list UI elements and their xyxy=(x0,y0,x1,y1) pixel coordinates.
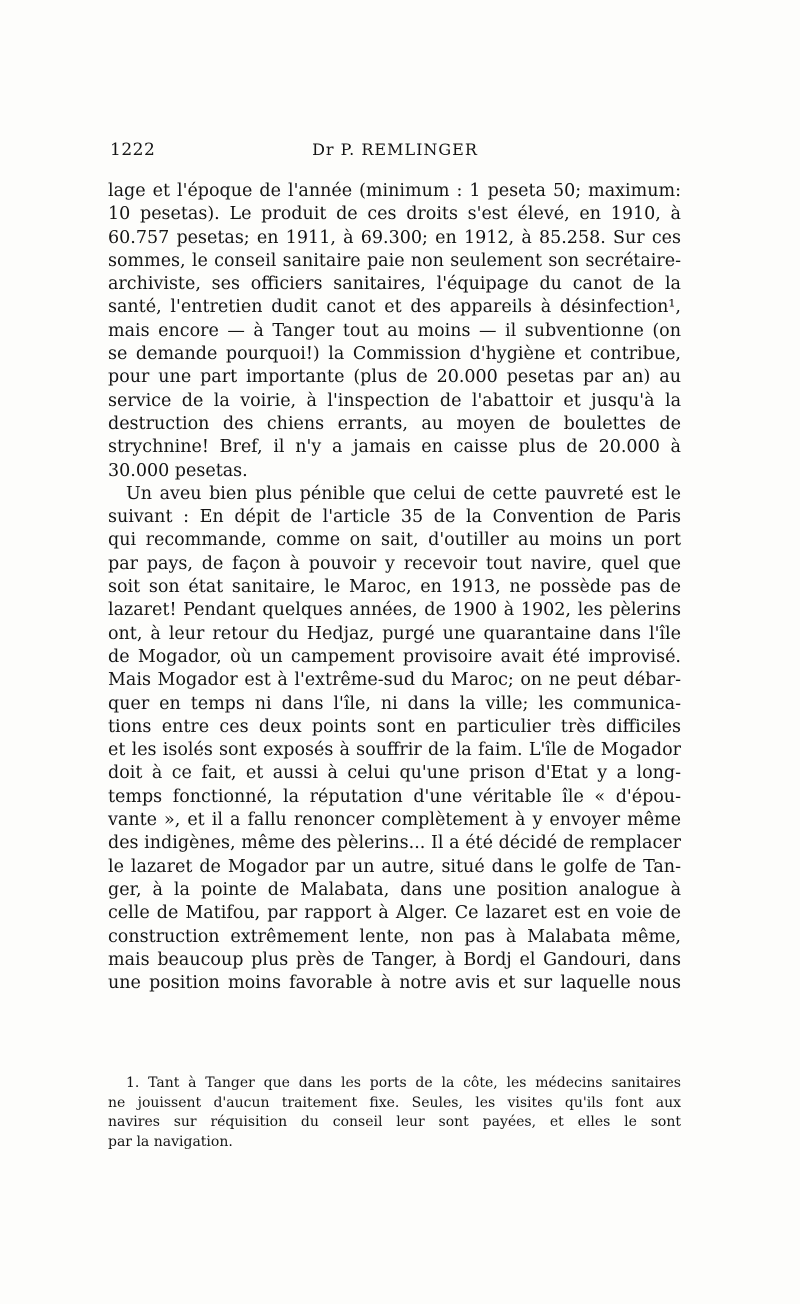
footnotes xyxy=(108,1074,681,1152)
text-line: se demande pourquoi!) la Commission d'hygiène et contribue, xyxy=(108,344,681,365)
text-line: mais beaucoup plus près de Tanger, à Bordj el Gandouri, dans xyxy=(108,949,681,970)
text-line: suivant : En dépit de l'article 35 de la Convention de Paris xyxy=(108,507,681,528)
text-line: mais encore — à Tanger tout au moins — il subventionne (on xyxy=(108,320,681,341)
page-number: 1222 xyxy=(110,140,156,160)
text-line: tions entre ces deux points sont en particulier très difficiles xyxy=(108,716,681,737)
footnote-line: 1. Tant à Tanger que dans les ports de la côte, les médecins sanitaires xyxy=(126,1075,681,1091)
text-line: qui recommande, comme on sait, d'outiller au moins un port xyxy=(108,530,681,551)
text-line: soit son état sanitaire, le Maroc, en 1913, ne possède pas de xyxy=(108,577,681,598)
text-line: construction extrêmement lente, non pas à Malabata même, xyxy=(108,926,681,947)
text-line: strychnine! Bref, il n'y a jamais en caisse plus de 20.000 à xyxy=(108,437,681,458)
text-line: de Mogador, où un campement provisoire avait été improvisé. xyxy=(108,646,681,667)
text-line: des indigènes, même des pèlerins... Il a été décidé de remplacer xyxy=(108,833,681,854)
text-line: celle de Matifou, par rapport à Alger. Ce lazaret est en voie de xyxy=(108,903,681,924)
text-line: lage et l'époque de l'année (minimum : 1 peseta 50; maximum: xyxy=(108,181,681,201)
text-line: ger, à la pointe de Malabata, dans une position analogue à xyxy=(108,879,681,900)
text-line: 60.757 pesetas; en 1911, à 69.300; en 1912, à 85.258. Sur ces xyxy=(108,227,681,248)
text-line: 10 pesetas). Le produit de ces droits s'est élevé, en 1910, à xyxy=(108,204,681,225)
text-line: doit à ce fait, et aussi à celui qu'une prison d'Etat y a long- xyxy=(108,763,681,784)
running-head: Dr P. REMLINGER xyxy=(312,140,478,159)
text-line: Mais Mogador est à l'extrême-sud du Maroc; on ne peut débar- xyxy=(108,670,681,691)
footnote-line: ne jouissent d'aucun traitement fixe. Seules, les visites qu'ils font aux xyxy=(108,1094,681,1111)
footnote-line: navires sur réquisition du conseil leur sont payées, et elles le sont xyxy=(108,1114,681,1130)
text-line: 30.000 pesetas. xyxy=(108,460,248,481)
text-line: temps fonctionné, la réputation d'une véritable île « d'épou- xyxy=(108,786,681,807)
footnote-line: par la navigation. xyxy=(108,1133,233,1150)
text-line: par pays, de façon à pouvoir y recevoir tout navire, quel que xyxy=(108,553,681,574)
text-line: vante », et il a fallu renoncer complètement à y envoyer même xyxy=(108,810,681,831)
page-header xyxy=(110,140,680,164)
text-line: destruction des chiens errants, au moyen de boulettes de xyxy=(108,413,681,434)
text-line: une position moins favorable à notre avis et sur laquelle nous xyxy=(108,973,681,994)
text-line: le lazaret de Mogador par un autre, situé dans le golfe de Tan- xyxy=(108,856,681,877)
text-line: sommes, le conseil sanitaire paie non seulement son secrétaire- xyxy=(108,250,681,271)
text-line: santé, l'entretien dudit canot et des appareils à désinfection¹, xyxy=(108,297,681,318)
text-line: pour une part importante (plus de 20.000 pesetas par an) au xyxy=(108,367,681,388)
body-text xyxy=(108,180,681,995)
text-line: Un aveu bien plus pénible que celui de cette pauvreté est le xyxy=(126,483,681,504)
text-line: quer en temps ni dans l'île, ni dans la ville; les communica- xyxy=(108,693,681,714)
text-line: lazaret! Pendant quelques années, de 1900 à 1902, les pèlerins xyxy=(108,600,681,621)
text-line: archiviste, ses officiers sanitaires, l'équipage du canot de la xyxy=(108,274,681,295)
text-line: et les isolés sont exposés à souffrir de la faim. L'île de Mogador xyxy=(108,740,681,761)
text-line: service de la voirie, à l'inspection de l'abattoir et jusqu'à la xyxy=(108,390,681,411)
text-line: ont, à leur retour du Hedjaz, purgé une quarantaine dans l'île xyxy=(108,623,681,644)
